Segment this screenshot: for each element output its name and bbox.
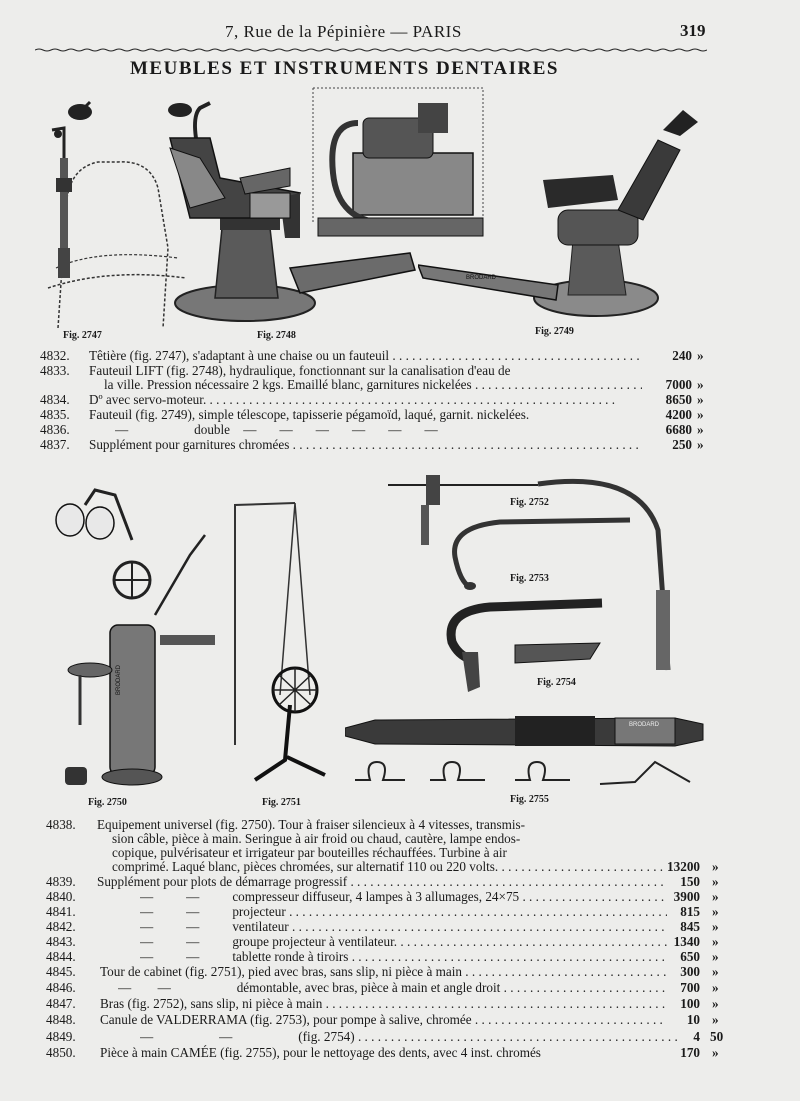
item-price-unit: » (697, 407, 704, 422)
item-number: 4836. (40, 422, 70, 437)
item-price: 13200 (667, 859, 700, 874)
fig-2749-caption: Fig. 2749 (535, 326, 574, 337)
fig-2751-caption: Fig. 2751 (262, 797, 301, 808)
item-price: 250 (672, 437, 692, 452)
item-description: Tour de cabinet (fig. 2751), pied avec bras, sans slip, ni pièce à main . . . (100, 964, 667, 980)
item-price: 845 (680, 919, 700, 934)
page-number: 319 (680, 21, 706, 40)
fig-2750-universal-equipment-illustration (40, 475, 225, 795)
item-description: Canule de VALDERRAMA (fig. 2753), pour pompe à salive, chromée . . . (100, 1012, 667, 1028)
item-price-unit: » (697, 437, 704, 452)
item-number: 4834. (40, 392, 70, 407)
fig-2755-caption: Fig. 2755 (510, 794, 549, 805)
item-number: 4840. (46, 889, 76, 904)
fig-2750-brand-mark: BRODARD (116, 664, 122, 695)
item-price-unit: » (712, 1045, 719, 1060)
item-price-unit: » (712, 964, 719, 979)
item-price: 3900 (673, 889, 700, 904)
fig-2755-brand-mark: BRODARD (629, 722, 660, 728)
item-price-unit: » (712, 889, 719, 904)
item-price: 650 (680, 949, 700, 964)
item-number: 4839. (46, 874, 76, 889)
item-description-line-3: copique, pulvérisateur et irrigateur par bouteilles réchauffées. Turbine à air (112, 845, 507, 860)
item-price-unit: » (712, 919, 719, 934)
fig-2750-caption: Fig. 2750 (88, 797, 127, 808)
item-number: 4850. (46, 1045, 76, 1060)
item-description: — — groupe projecteur à ventilateur. . . . (140, 934, 667, 950)
item-number: 4835. (40, 407, 70, 422)
item-number: 4848. (46, 1012, 76, 1027)
item-price: 4200 (665, 407, 692, 422)
item-description: — — tablette ronde à tiroirs . . . (140, 949, 667, 965)
fig-2749-brand-mark: BRODARD (466, 275, 497, 281)
item-description: — — démontable, avec bras, pièce à main et angle droit . . . (118, 980, 667, 996)
item-price-unit: » (712, 934, 719, 949)
section-title: MEUBLES ET INSTRUMENTS DENTAIRES (130, 58, 559, 79)
fig-2747-caption: Fig. 2747 (63, 330, 102, 341)
item-price-unit: » (712, 904, 719, 919)
item-number: 4841. (46, 904, 76, 919)
item-price-unit: » (712, 980, 719, 995)
item-price-unit: » (697, 348, 704, 363)
item-price-unit: » (697, 377, 704, 392)
item-number: 4844. (46, 949, 76, 964)
item-price: 7000 (665, 377, 692, 392)
header-rule (35, 48, 707, 52)
item-price-unit: » (712, 949, 719, 964)
item-price-unit: » (712, 996, 719, 1011)
item-description-line-4: comprimé. Laqué blanc, pièces chromées, sur alternatif 110 ou 220 volts. . . . (112, 859, 667, 875)
item-price: 300 (680, 964, 700, 979)
item-number: 4837. (40, 437, 70, 452)
item-price: 815 (680, 904, 700, 919)
item-price-unit: » (712, 874, 719, 889)
item-number: 4845. (46, 964, 76, 979)
item-description: Têtière (fig. 2747), s'adaptant à une chaise ou un fauteuil . . . (89, 348, 642, 364)
item-price-unit: » (697, 392, 704, 407)
item-number: 4849. (46, 1029, 76, 1044)
item-description: — double — — — — — — (115, 422, 438, 437)
item-description: Bras (fig. 2752), sans slip, ni pièce à main . . . (100, 996, 667, 1012)
item-description: Dº avec servo-moteur. . . . (89, 392, 642, 408)
item-price: 4 (693, 1029, 700, 1044)
item-price-unit: » (712, 1012, 719, 1027)
fig-2749-telescope-chair-illustration (418, 100, 708, 324)
item-price: 100 (680, 996, 700, 1011)
header-address: 7, Rue de la Pépinière — PARIS (225, 22, 462, 41)
item-price: 8650 (665, 392, 692, 407)
item-number: 4843. (46, 934, 76, 949)
item-price: 1340 (673, 934, 700, 949)
item-description: — — ventilateur . . . (140, 919, 667, 935)
fig-2754-caption: Fig. 2754 (537, 677, 576, 688)
item-number: 4833. (40, 363, 70, 378)
item-description: Pièce à main CAMÉE (fig. 2755), pour le nettoyage des dents, avec 4 inst. chromés (100, 1045, 541, 1060)
fig-2752-caption: Fig. 2752 (510, 497, 549, 508)
item-number: 4846. (46, 980, 76, 995)
item-number: 4838. (46, 817, 76, 832)
item-price: 10 (686, 1012, 700, 1027)
item-price: 150 (680, 874, 700, 889)
item-description: Supplément pour garnitures chromées . . . (89, 437, 642, 453)
item-number: 4847. (46, 996, 76, 1011)
fig-2751-cabinet-drill-illustration (225, 495, 330, 795)
item-description: Supplément pour plots de démarrage progressif . . . (97, 874, 667, 890)
item-description: Fauteuil (fig. 2749), simple télescope, tapisserie pégamoïd, laqué, garnit. nickelées. (89, 407, 530, 422)
item-price: 240 (672, 348, 692, 363)
item-description: — — compresseur diffuseur, 4 lampes à 3 allumages, 24×75 . . . (140, 889, 667, 905)
item-price: 170 (680, 1045, 700, 1060)
item-number: 4842. (46, 919, 76, 934)
item-price-cents: 50 (710, 1029, 724, 1044)
item-price-unit: » (712, 859, 719, 874)
item-price: 700 (680, 980, 700, 995)
fig-2755-handpiece-illustration (345, 710, 705, 795)
item-description-line-2: sion câble, pièce à main. Seringue à air froid ou chaud, cautère, lampe endos- (112, 831, 521, 846)
fig-2754-cannula-illustration (440, 597, 605, 697)
item-number: 4832. (40, 348, 70, 363)
item-description-continued: la ville. Pression nécessaire 2 kgs. Emaillé blanc, garnitures nickelées . . . (104, 377, 642, 393)
item-description: — — (fig. 2754) . . . (140, 1029, 680, 1045)
fig-2748-caption: Fig. 2748 (257, 330, 296, 341)
item-description-line-1: Equipement universel (fig. 2750). Tour à fraiser silencieux à 4 vitesses, transmis- (97, 817, 526, 832)
fig-2753-caption: Fig. 2753 (510, 573, 549, 584)
item-price: 6680 (665, 422, 692, 437)
item-description: — — projecteur . . . (140, 904, 667, 920)
item-description: Fauteuil LIFT (fig. 2748), hydraulique, fonctionnant sur la canalisation d'eau de (89, 363, 511, 378)
item-price-unit: » (697, 422, 704, 437)
